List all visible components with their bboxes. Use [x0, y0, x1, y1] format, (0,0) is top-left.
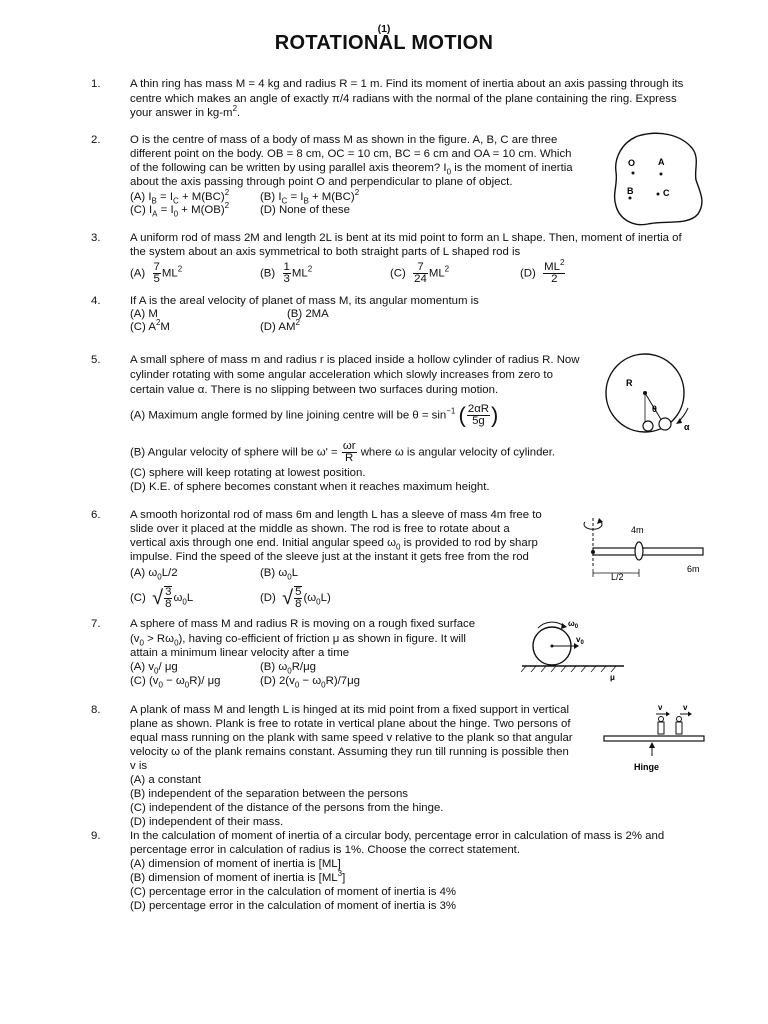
question-text: certain value α. There is no slipping between two surfaces during motion.	[130, 384, 499, 396]
question-text: attain a minimum linear velocity after a time	[130, 647, 350, 659]
label-b: B	[627, 186, 634, 196]
option-b[interactable]: (B) Angular velocity of sphere will be ω' = $\frac{\omega r}{R}$ where ω is angular velocity of cylinder.	[130, 440, 556, 464]
label-half-length: L/2	[611, 572, 624, 582]
option-b[interactable]: (B) dimension of moment of inertia is $[ML^3]$	[130, 869, 346, 884]
question-text: your answer in $kg-m^2$.	[130, 104, 241, 119]
page-title: ROTATIONAL MOTION	[274, 32, 494, 54]
question-text: In the calculation of moment of inertia of a circular body, percentage error in calculation of mass is 2% and	[130, 830, 665, 842]
page-number: (1)	[377, 23, 391, 35]
question-number: 4.	[91, 295, 101, 307]
option-a[interactable]: (A) $\omega_0L/2$	[130, 567, 178, 582]
irregular-body-figure	[608, 128, 710, 230]
point-c	[657, 193, 660, 196]
option-c[interactable]: (C) independent of the distance of the persons from the hinge.	[130, 802, 444, 814]
question-text: of the following can be written by using parallel axis theorem? $I_0$ is the moment of inertia	[130, 162, 573, 177]
question-text: $(v_0 > R\omega_0)$, having co-efficient of friction μ as shown in figure. It will	[130, 633, 466, 648]
label-velocity: $v_0$	[576, 635, 584, 646]
question-number: 7.	[91, 618, 101, 630]
option-a[interactable]: (A) $\frac{7}{5}$ $ML^2$	[130, 261, 183, 285]
option-c[interactable]: (C) √ $\frac{3}{8}$ $\omega_0L$	[130, 586, 194, 610]
point-a	[660, 173, 663, 176]
rolling-sphere-figure	[518, 614, 628, 684]
label-hinge: Hinge	[634, 762, 660, 772]
question-text: about the axis passing through point O and perpendicular to plane of object.	[130, 176, 513, 188]
question-text: A small sphere of mass m and radius r is placed inside a hollow cylinder of radius R. Now	[130, 354, 580, 366]
question-text: If A is the areal velocity of planet of mass M, its angular momentum is	[130, 295, 479, 307]
option-b[interactable]: (B) independent of the separation between the persons	[130, 788, 408, 800]
option-d[interactable]: (D) percentage error in the calculation of moment of inertia is 3%	[130, 900, 457, 912]
label-omega: $\omega_0$	[568, 619, 579, 630]
option-b[interactable]: (B) $\omega_0R/\mu g$	[260, 661, 316, 676]
option-c[interactable]: (C) $A^2M$	[130, 318, 170, 333]
cylinder-sphere-figure	[600, 350, 700, 436]
option-d[interactable]: (D) √ $\frac{5}{8}$ $(\omega_0L)$	[260, 586, 331, 610]
option-d[interactable]: (D) independent of their mass.	[130, 816, 284, 828]
option-b[interactable]: (B) $\frac{1}{3}$ $ML^2$	[260, 261, 313, 285]
label-r: R	[626, 378, 633, 388]
label-a: A	[658, 157, 665, 167]
question-number: 1.	[91, 78, 101, 90]
question-number: 3.	[91, 232, 101, 244]
label-alpha: α	[684, 422, 690, 432]
label-sleeve-mass: 4m	[631, 525, 644, 535]
question-number: 8.	[91, 704, 101, 716]
question-number: 9.	[91, 830, 101, 842]
question-number: 6.	[91, 509, 101, 521]
question-number: 2.	[91, 134, 101, 146]
option-a[interactable]: (A) a constant	[130, 774, 201, 786]
label-c: C	[663, 188, 670, 198]
question-text: cylinder rotating with some angular acceleration which slowly increases from zero to	[130, 369, 553, 381]
question-text: slide over it placed at the middle as shown. The rod is free to rotate about a	[130, 523, 510, 535]
question-text: A smooth horizontal rod of mass 6m and length L has a sleeve of mass 4m free to	[130, 509, 542, 521]
question-text: A plank of mass M and length L is hinged at its mid point from a fixed support in vertical	[130, 704, 569, 716]
option-b[interactable]: (B) 2MA	[287, 308, 329, 320]
option-c[interactable]: (C) percentage error in the calculation of moment of inertia is 4%	[130, 886, 457, 898]
question-text: impulse. Find the speed of the sleeve just at the instant it gets free from the rod	[130, 551, 529, 563]
option-a[interactable]: (A) $I_B = I_C + M(BC)^2$	[130, 188, 230, 206]
label-rod-mass: 6m	[687, 564, 700, 574]
question-text: equal mass running on the plank with same speed v relative to the plank so that angular	[130, 732, 573, 744]
question-number: 5.	[91, 354, 101, 366]
question-text: v is	[130, 760, 148, 772]
option-d[interactable]: (D) $\frac{ML^2}{2}$	[520, 258, 565, 285]
label-v2: v	[683, 703, 688, 712]
question-text: plane as shown. Plank is free to rotate in vertical plane about the hinge. Two persons of	[130, 718, 571, 730]
question-text: different point on the body. OB = 8 cm, OC = 10 cm, BC = 6 cm and OA = 10 cm. Which	[130, 148, 572, 160]
option-a[interactable]: (A) Maximum angle formed by line joining centre will be $\theta = \sin^{-1}$ ( $\frac{2\alpha R}{5g}$ )	[130, 402, 499, 428]
option-c[interactable]: (C) $I_A = I_0 + M(OB)^2$	[130, 201, 230, 219]
question-text: percentage error in calculation of radius is 1%. Choose the correct statement.	[130, 844, 521, 856]
option-d[interactable]: (D) K.E. of sphere becomes constant when it reaches maximum height.	[130, 481, 490, 493]
option-c[interactable]: (C) sphere will keep rotating at lowest position.	[130, 467, 366, 479]
label-mu: μ	[610, 673, 615, 682]
option-a[interactable]: (A) M	[130, 308, 158, 320]
option-d[interactable]: (D) None of these	[260, 204, 350, 216]
label-theta: θ	[652, 404, 657, 414]
rod-sleeve-figure	[575, 508, 705, 588]
question-text: O is the centre of mass of a body of mass M as shown in the figure. A, B, C are three	[130, 134, 558, 146]
point-b	[629, 197, 632, 200]
option-a[interactable]: (A) $v_0/$ μg	[130, 661, 178, 676]
point-o	[632, 172, 635, 175]
option-a[interactable]: (A) dimension of moment of inertia is [ML]	[130, 858, 341, 870]
question-text: centre which makes an angle of exactly π/4 radians with the normal of the plane containing the ring. Express	[130, 93, 677, 105]
plank-hinge-figure	[600, 700, 708, 776]
option-d[interactable]: (D) $2(v_0 - \omega_0R)/7\mu g$	[260, 675, 361, 690]
question-text: the system about an axis symmetrical to both straight parts of L shaped rod is	[130, 246, 521, 258]
question-text: vertical axis through one end. Initial angular speed $\omega_0$ is provided to rod by sharp	[130, 537, 538, 552]
question-text: velocity ω of the plank remains constant. Assuming they run till running is possible then	[130, 746, 569, 758]
option-c[interactable]: (C) $\frac{7}{24}$ $ML^2$	[390, 261, 450, 285]
option-d[interactable]: (D) $AM^2$	[260, 318, 300, 333]
question-text: A uniform rod of mass 2M and length 2L is bent at its mid point to form an L shape. Then, moment of inertia of	[130, 232, 682, 244]
option-c[interactable]: (C) $(v_0 - \omega_0R)/$ μg	[130, 675, 221, 690]
label-o: O	[628, 158, 636, 168]
label-v1: v	[658, 703, 663, 712]
option-b[interactable]: (B) $\omega_0L$	[260, 567, 299, 582]
option-b[interactable]: (B) $I_C = I_B + M(BC)^2$	[260, 188, 360, 206]
question-text: A sphere of mass M and radius R is moving on a rough fixed surface	[130, 618, 476, 630]
question-text: A thin ring has mass M = 4 kg and radius R = 1 m. Find its moment of inertia about an axis passing through its	[130, 78, 684, 90]
